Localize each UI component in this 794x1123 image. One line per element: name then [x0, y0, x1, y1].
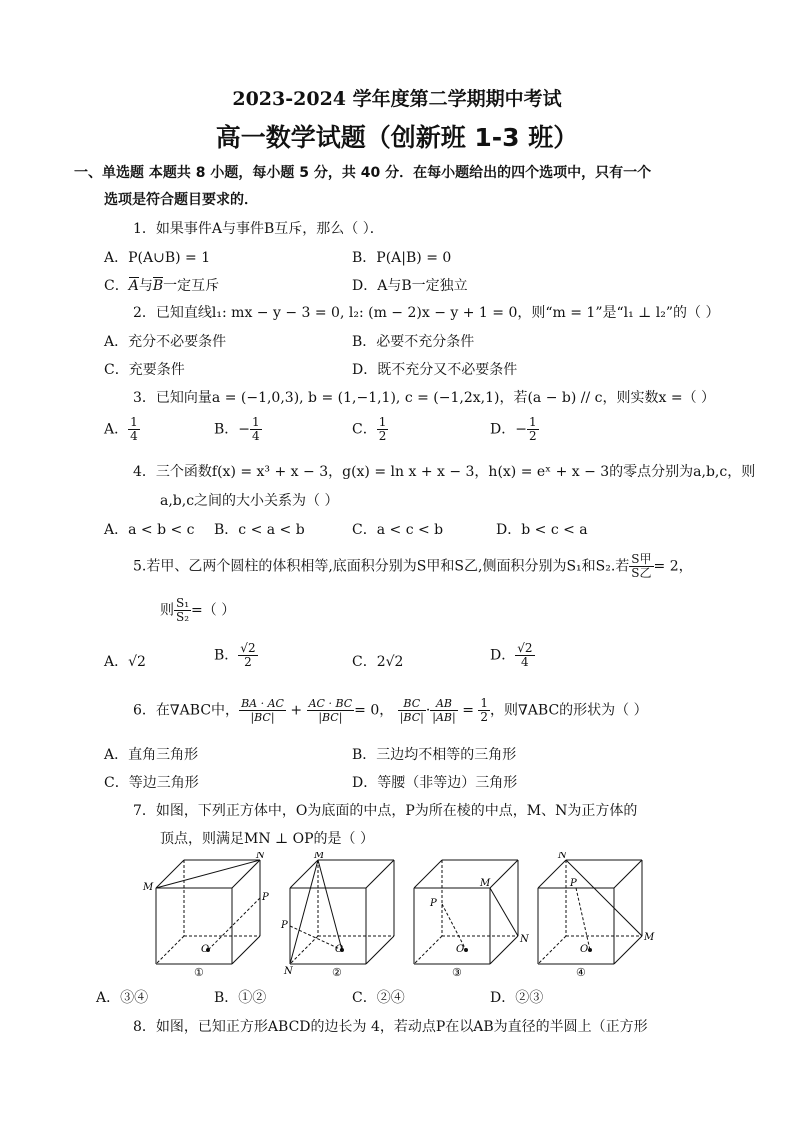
fig3-label-p: P: [430, 898, 437, 909]
cube-figure-2: [280, 852, 394, 979]
q3-option-c: [352, 416, 388, 443]
q7-option-b: B．①②: [214, 990, 267, 1006]
q3-d-frac: $\frac{1}{2}$: [528, 415, 537, 443]
fig4-label-n: N: [558, 852, 567, 861]
q7-option-a: A．③④: [96, 990, 149, 1006]
q4-option-a: A．a < b < c: [104, 522, 195, 538]
q3-stem: 3．已知向量a = (−1,0,3), b = (1,−1,1), c = (−1,2x,1)，若(a − b) // c，则实数x =（ ）: [133, 390, 716, 406]
q1-option-c-b: B: [152, 278, 164, 294]
q7-option-c: C．②④: [352, 990, 405, 1006]
q6-option-a: A．直角三角形: [104, 747, 199, 763]
q1-option-c: [104, 275, 219, 295]
q3-d-label: D．−: [490, 421, 527, 438]
fig2-label-o: O: [335, 944, 344, 955]
fig2-label-n: N: [284, 966, 293, 977]
q2-option-a: A．充分不必要条件: [104, 334, 227, 350]
fig1-label-o: O: [201, 944, 210, 955]
q1-stem: 1．如果事件A与事件B互斥，那么（ ）．: [133, 221, 384, 237]
q6-stem: 6．在∇ABC中， $\frac{BA \cdot AC}{|BC|}$ + $\frac{AC \cdot BC}{|BC|}$ = 0， $\frac{BC}{|BC|}$ · $\frac{AB}{|AB|}$ = $\frac{1}{2}$ ，则∇ABC的形状为（ ）: [133, 696, 648, 724]
fig2-label-m: M: [314, 852, 325, 861]
q3-b-label: B．−: [214, 421, 251, 438]
q3-option-d: [490, 416, 539, 443]
fig3-label-n: N: [520, 934, 529, 945]
exam-title: 2023-2024 学年度第二学期期中考试: [232, 88, 562, 110]
q5-stem: 5.若甲、乙两个圆柱的体积相等,底面积分别为S甲和S乙,侧面积分别为S₁和S₂.若 $\frac{\text{S甲}}{\text{S乙}}$ = 2，: [133, 552, 693, 580]
cube-figure-4: [538, 852, 655, 979]
q4-option-d: D．b < c < a: [496, 522, 588, 538]
q8-stem: 8．如图，已知正方形ABCD的边长为 4，若动点P在以AB为直径的半圆上（正方形: [133, 1019, 648, 1035]
section-heading-cont: 选项是符合题目要求的．: [104, 192, 258, 208]
q1-option-c-label: C．: [104, 278, 129, 294]
q6-frac-3: $\frac{BC}{|BC|}$: [399, 697, 424, 724]
exam-subtitle: 高一数学试题（创新班 1-3 班）: [215, 123, 579, 152]
q6-frac-2: $\frac{AC \cdot BC}{|BC|}$: [308, 697, 353, 724]
q7-stem: 7．如图，下列正方体中，O为底面的中点，P为所在棱的中点，M、N为正方体的: [133, 803, 638, 819]
fig3-caption: ③: [452, 966, 462, 979]
fig1-label-n: N: [256, 852, 265, 861]
q5-option-c: C．2√2: [352, 654, 404, 670]
q6-option-b: B．三边均不相等的三角形: [352, 747, 517, 763]
fig1-caption: ①: [194, 966, 204, 979]
q3-option-a: [104, 416, 140, 443]
q7-cube-figures: [138, 852, 658, 982]
fig3-label-m: M: [480, 878, 491, 889]
q2-stem: 2．已知直线l₁: mx − y − 3 = 0, l₂: (m − 2)x − y + 1 = 0，则“m = 1”是“l₁ ⊥ l₂”的（ ）: [133, 305, 720, 321]
q2-option-b: B．必要不充分条件: [352, 334, 475, 350]
q5-ask-frac: $\frac{\text{S₁}}{\text{S₂}}$: [176, 596, 190, 624]
q4-option-c: C．a < c < b: [352, 522, 444, 538]
fig1-label-p: P: [262, 892, 269, 903]
q5-option-b: B． $\frac{√2}{2}$: [214, 641, 256, 669]
q3-a-frac: $\frac{1}{4}$: [130, 415, 138, 443]
q1-option-c-a: A: [128, 278, 139, 294]
q4-option-b: B．c < a < b: [214, 522, 305, 538]
fig1-label-m: M: [143, 882, 154, 893]
q6-option-d: D．等腰（非等边）三角形: [352, 775, 518, 791]
fig2-label-p: P: [281, 920, 288, 931]
fig4-caption: ④: [576, 966, 586, 979]
q3-b-frac: $\frac{1}{4}$: [252, 415, 260, 443]
q4-stem: 4．三个函数f(x) = x³ + x − 3，g(x) = ln x + x − 3，h(x) = eˣ + x − 3的零点分别为a,b,c，则: [133, 464, 756, 480]
q5-stem-cont: 则 $\frac{\text{S₁}}{\text{S₂}}$ =（ ）: [160, 596, 236, 624]
q2-option-c: C．充要条件: [104, 362, 185, 378]
q4-stem-cont: a,b,c之间的大小关系为（ ）: [160, 493, 339, 509]
fig2-caption: ②: [332, 966, 342, 979]
q3-c-frac: $\frac{1}{2}$: [378, 415, 387, 443]
q6-option-c: C．等边三角形: [104, 775, 199, 791]
q6-frac-half: $\frac{1}{2}$: [480, 696, 489, 724]
cube-figure-3: [414, 860, 530, 979]
q5-option-a: A．√2: [104, 654, 146, 670]
q1-option-d: D．A与B一定独立: [352, 278, 468, 294]
section-heading: 一、单选题 本题共 8 小题，每小题 5 分，共 40 分．在每小题给出的四个选项中，只有一个: [74, 165, 652, 181]
q1-option-b: B．P(A|B) = 0: [352, 250, 452, 266]
q1-option-a: A．P(A∪B) = 1: [104, 250, 211, 266]
q6-frac-1: $\frac{BA \cdot AC}{|BC|}$: [241, 697, 284, 724]
q1-option-c-mid: 与: [138, 278, 153, 294]
fig4-label-o: O: [580, 944, 589, 955]
fig4-label-p: P: [570, 878, 577, 889]
q2-option-d: D．既不充分又不必要条件: [352, 362, 518, 378]
cube-figure-1: [142, 852, 269, 979]
q3-option-b: [214, 416, 262, 443]
q7-option-d: D．②③: [490, 990, 544, 1006]
q3-a-label: A．: [104, 421, 129, 438]
q1-option-c-end: 一定互斥: [163, 278, 220, 294]
q7-stem-cont: 顶点，则满足MN ⊥ OP的是（ ）: [160, 831, 374, 847]
q5-option-d: D． $\frac{√2}{4}$: [490, 641, 533, 669]
fig4-label-m: M: [644, 932, 655, 943]
fig3-label-o: O: [456, 944, 465, 955]
q6-frac-4: $\frac{AB}{|AB|}$: [432, 697, 456, 724]
q5-ratio-frac: $\frac{\text{S甲}}{\text{S乙}}$: [631, 552, 652, 580]
q3-c-label: C．: [352, 421, 377, 438]
